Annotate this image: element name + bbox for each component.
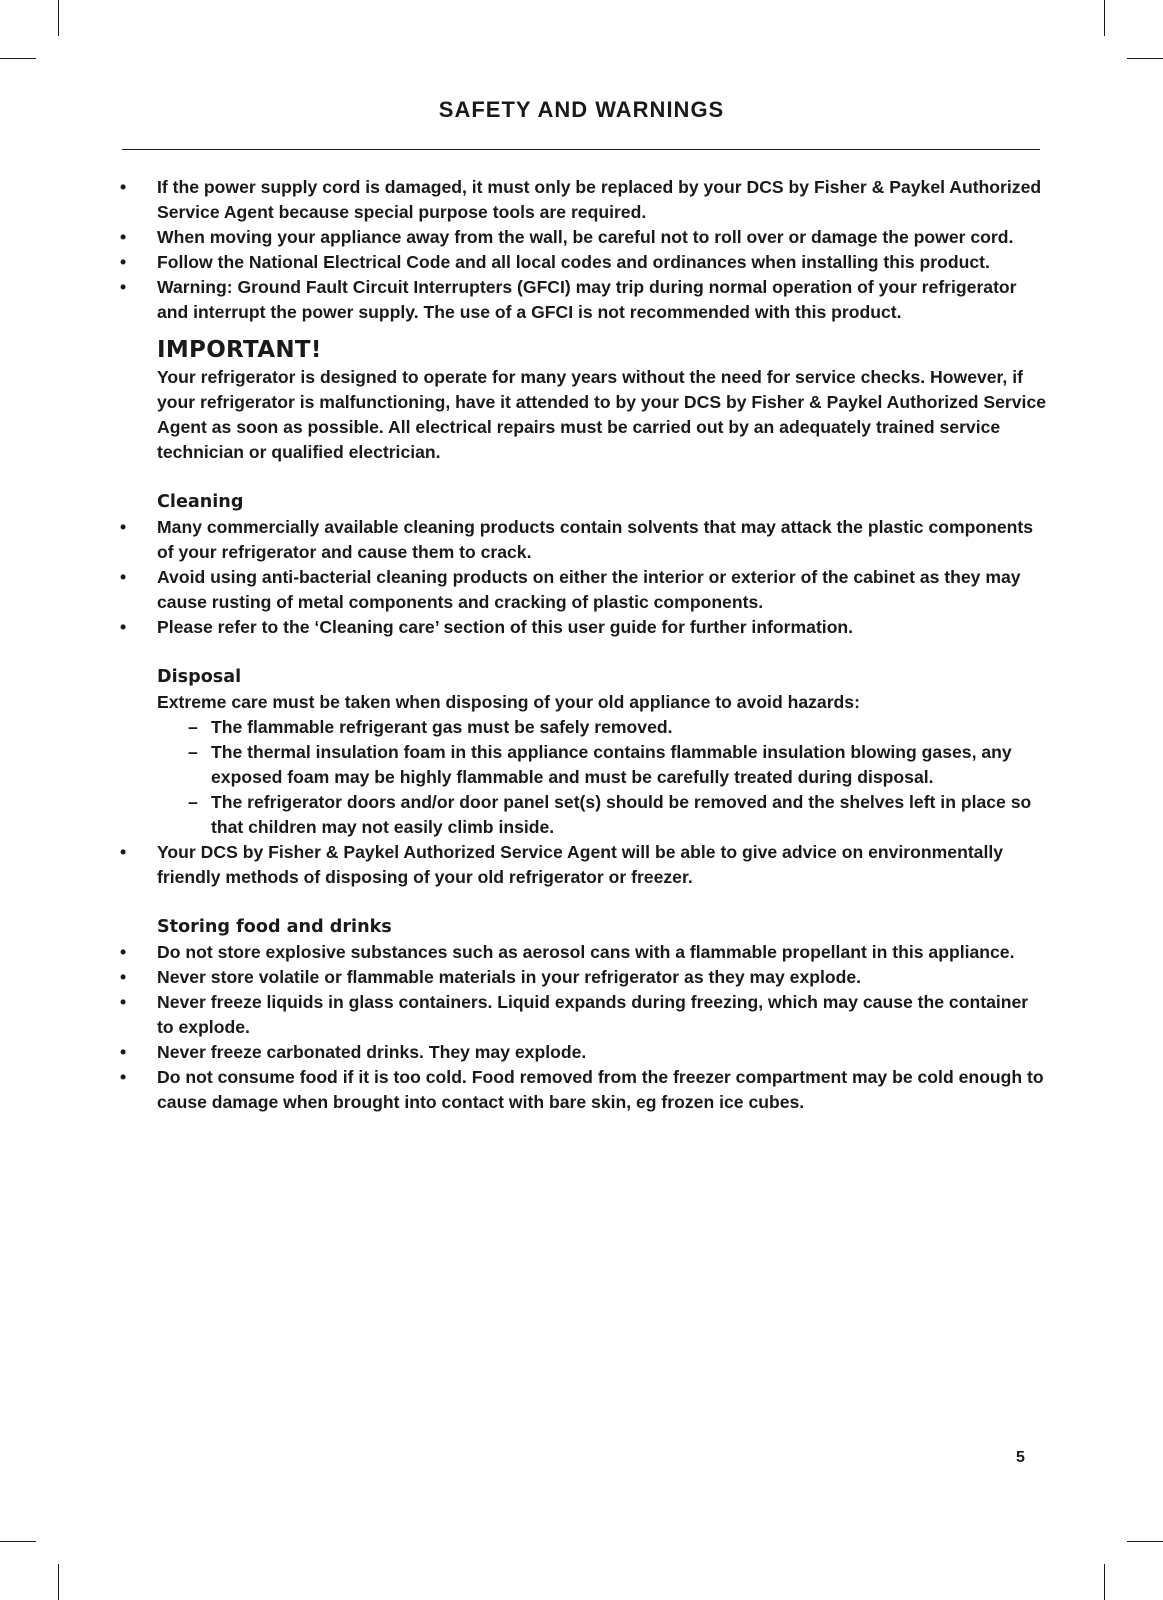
document-body: [118, 175, 1048, 1115]
crop-mark: [0, 58, 36, 59]
important-heading: IMPORTANT!: [157, 337, 322, 363]
important-text: Your refrigerator is designed to operate for many years without the need for service checks. However, if your refrigerator is malfunctioning, have it attended to by your DCS by Fisher & Paykel Authorized Service Agent as soon as possible. All electrical repairs must be carried out by an adequately trained service technician or qualified electrician.: [157, 367, 1047, 462]
list-item: • When moving your appliance away from the wall, be careful not to roll over or damage the power cord.: [118, 225, 1048, 250]
list-item: • Never store volatile or flammable materials in your refrigerator as they may explode.: [118, 965, 1048, 990]
list-item: • Never freeze liquids in glass containers. Liquid expands during freezing, which may cause the container to explode.: [118, 990, 1048, 1040]
title-divider: [122, 149, 1040, 150]
crop-mark: [1127, 58, 1163, 59]
disposal-bullet-list: [118, 840, 1048, 890]
list-item: – The thermal insulation foam in this appliance contains flammable insulation blowing gases, any exposed foam may be highly flammable and must be carefully treated during disposal.: [211, 740, 1048, 790]
crop-mark: [1127, 1541, 1163, 1542]
crop-mark: [1104, 0, 1105, 36]
crop-mark: [0, 1541, 36, 1542]
list-item: • If the power supply cord is damaged, it must only be replaced by your DCS by Fisher & Paykel Authorized Service Agent because special purpose tools are required.: [118, 175, 1048, 225]
cleaning-bullet-list: [118, 515, 1048, 640]
crop-mark: [58, 0, 59, 36]
cleaning-heading: Cleaning: [157, 492, 244, 512]
list-item: • Warning: Ground Fault Circuit Interrupters (GFCI) may trip during normal operation of your refrigerator and interrupt the power supply. The use of a GFCI is not recommended with this product.: [118, 275, 1048, 325]
list-item: • Do not consume food if it is too cold. Food removed from the freezer compartment may be cold enough to cause damage when brought into contact with bare skin, eg frozen ice cubes.: [118, 1065, 1048, 1115]
storing-heading: Storing food and drinks: [157, 917, 392, 937]
list-item: • Do not store explosive substances such as aerosol cans with a flammable propellant in this appliance.: [118, 940, 1048, 965]
page-title: SAFETY AND WARNINGS: [438, 97, 725, 122]
list-item: – The refrigerator doors and/or door panel set(s) should be removed and the shelves left in place so that children may not easily climb inside.: [211, 790, 1048, 840]
list-item: • Many commercially available cleaning products contain solvents that may attack the plastic components of your refrigerator and cause them to crack.: [118, 515, 1048, 565]
crop-mark: [1104, 1564, 1105, 1600]
disposal-heading: Disposal: [157, 667, 242, 687]
storing-bullet-list: [118, 940, 1048, 1115]
list-item: – The flammable refrigerant gas must be safely removed.: [211, 715, 1048, 740]
list-item: • Your DCS by Fisher & Paykel Authorized Service Agent will be able to give advice on environmentally friendly methods of disposing of your old refrigerator or freezer.: [118, 840, 1048, 890]
intro-bullet-list: [118, 175, 1048, 325]
disposal-dash-list: [118, 715, 1048, 840]
disposal-intro: Extreme care must be taken when disposing of your old appliance to avoid hazards:: [157, 692, 860, 712]
list-item: • Never freeze carbonated drinks. They may explode.: [118, 1040, 1048, 1065]
list-item: • Please refer to the ‘Cleaning care’ section of this user guide for further information.: [118, 615, 1048, 640]
page-number: 5: [1016, 1449, 1025, 1466]
list-item: • Follow the National Electrical Code and all local codes and ordinances when installing this product.: [118, 250, 1048, 275]
crop-mark: [58, 1564, 59, 1600]
list-item: • Avoid using anti-bacterial cleaning products on either the interior or exterior of the cabinet as they may cause rusting of metal components and cracking of plastic components.: [118, 565, 1048, 615]
